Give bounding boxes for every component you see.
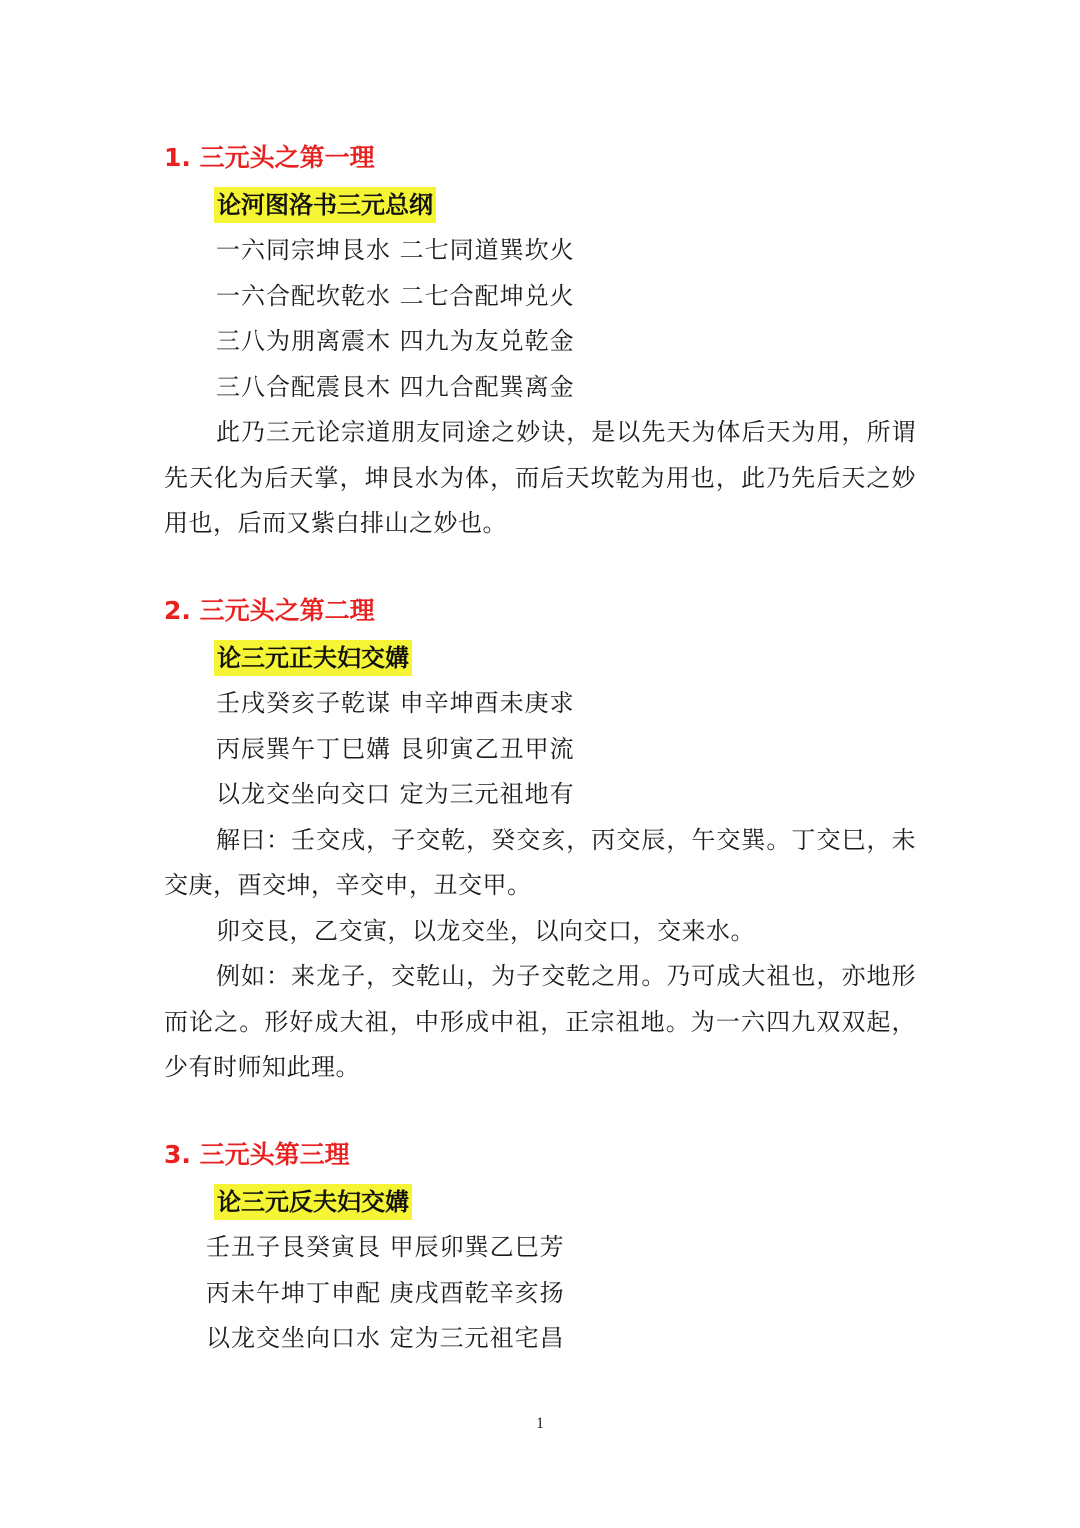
verse-line: 丙未午坤丁申配 庚戌酉乾辛亥扬: [206, 1278, 565, 1307]
verse-block: [164, 1225, 924, 1362]
explanation-paragraph: 此乃三元论宗道朋友同途之妙诀，是以先天为体后天为用，所谓先天化为后天掌，坤艮水为体，而后天坎乾为用也，此乃先后天之妙用也，后而又紫白排山之妙也。: [164, 418, 916, 537]
section-subheading: 论三元反夫妇交媾: [214, 1184, 412, 1220]
section-heading: 3. 三元头第三理: [164, 1140, 350, 1169]
explanation-paragraph: 例如：来龙子，交乾山，为子交乾之用。乃可成大祖也，亦地形而论之。形好成大祖，中形成中祖，正宗祖地。为一六四九双双起，少有时师知此理。: [164, 962, 916, 1081]
verse-line: 一六合配坎乾水 二七合配坤兑火: [216, 281, 575, 310]
verse-block: [164, 681, 924, 818]
verse-line: 壬戌癸亥子乾谋 申辛坤酉未庚求: [216, 689, 575, 717]
verse-line: 壬丑子艮癸寅艮 甲辰卯巽乙巳芳: [206, 1233, 565, 1261]
verse-line: 以龙交坐向口水 定为三元祖宅昌: [206, 1324, 565, 1352]
section-heading: 1. 三元头之第一理: [164, 143, 375, 172]
section-3: [164, 1138, 924, 1362]
section-subheading: 论河图洛书三元总纲: [214, 187, 436, 223]
verse-block: [164, 228, 924, 410]
verse-line: 三八为朋离震木 四九为友兑乾金: [216, 327, 575, 355]
explanation-paragraph: 解曰：壬交戌，子交乾，癸交亥，丙交辰，午交巽。丁交巳，未交庚，酉交坤，辛交申，丑交甲。: [164, 825, 916, 899]
verse-line: 以龙交坐向交口 定为三元祖地有: [216, 780, 575, 808]
verse-line: 丙辰巽午丁巳媾 艮卯寅乙丑甲流: [216, 734, 575, 763]
section-subheading: 论三元正夫妇交媾: [214, 640, 412, 676]
explanation-paragraph: 卯交艮，乙交寅，以龙交坐，以向交口，交来水。: [216, 916, 755, 945]
section-2: [164, 594, 924, 1091]
section-heading: 2. 三元头之第二理: [164, 596, 375, 625]
page-number: 1: [536, 1415, 544, 1432]
section-1: [164, 141, 924, 547]
verse-line: 一六同宗坤艮水 二七同道巽坎火: [216, 236, 575, 264]
verse-line: 三八合配震艮木 四九合配巽离金: [216, 372, 575, 401]
